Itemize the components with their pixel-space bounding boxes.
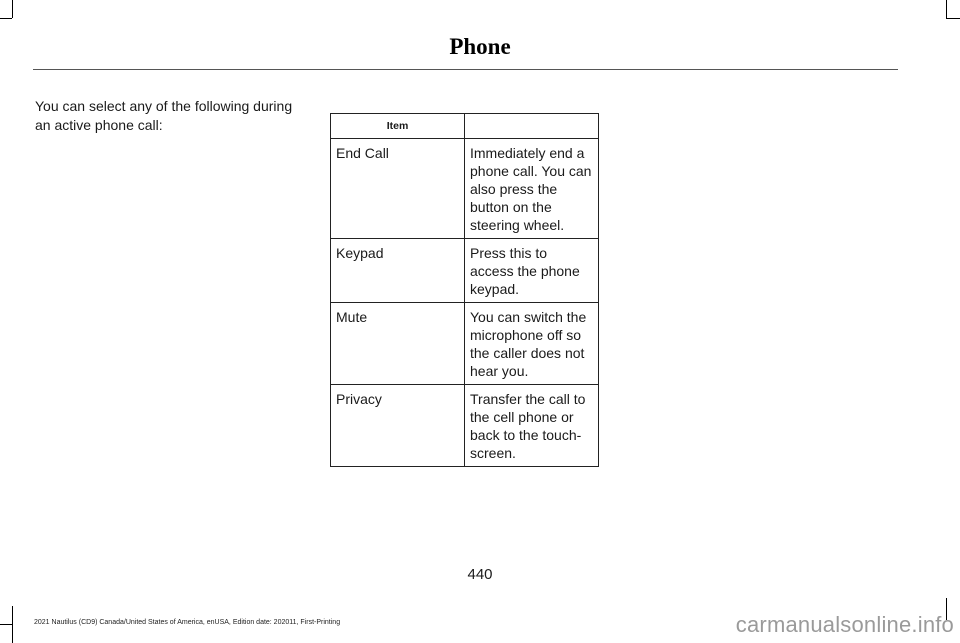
table-row <box>331 139 599 239</box>
crop-mark <box>946 0 947 18</box>
phone-call-options-table <box>330 113 599 467</box>
table-cell-item: Keypad <box>331 239 465 303</box>
table-cell-description: Transfer the call to the cell phone or back to the touch-screen. <box>465 385 599 467</box>
page-title: Phone <box>449 34 511 59</box>
table-cell-description: Immediately end a phone call. You can also press the button on the steering wheel. <box>465 139 599 239</box>
table-row <box>331 239 599 303</box>
crop-mark <box>946 18 960 19</box>
table-header-item: Item <box>331 114 465 139</box>
crop-mark <box>0 624 12 625</box>
intro-paragraph: You can select any of the following during an active phone call: <box>35 98 293 133</box>
crop-mark <box>0 18 12 19</box>
table-cell-item: End Call <box>331 139 465 239</box>
table-cell-item: Mute <box>331 303 465 385</box>
header-divider <box>33 69 898 70</box>
crop-mark <box>12 0 13 18</box>
watermark: carmanualsonline.info <box>735 612 954 637</box>
table-header-row <box>331 114 599 139</box>
table-header-description <box>465 114 599 139</box>
page-number: 440 <box>467 566 493 583</box>
table-cell-description: You can switch the microphone off so the caller does not hear you. <box>465 303 599 385</box>
edition-note: 2021 Nautilus (CD9) Canada/United States of America, enUSA, Edition date: 202011, First-Printing <box>34 619 341 626</box>
table-cell-description: Press this to access the phone keypad. <box>465 239 599 303</box>
table-row <box>331 303 599 385</box>
crop-mark <box>12 606 13 643</box>
table-cell-item: Privacy <box>331 385 465 467</box>
table-row <box>331 385 599 467</box>
